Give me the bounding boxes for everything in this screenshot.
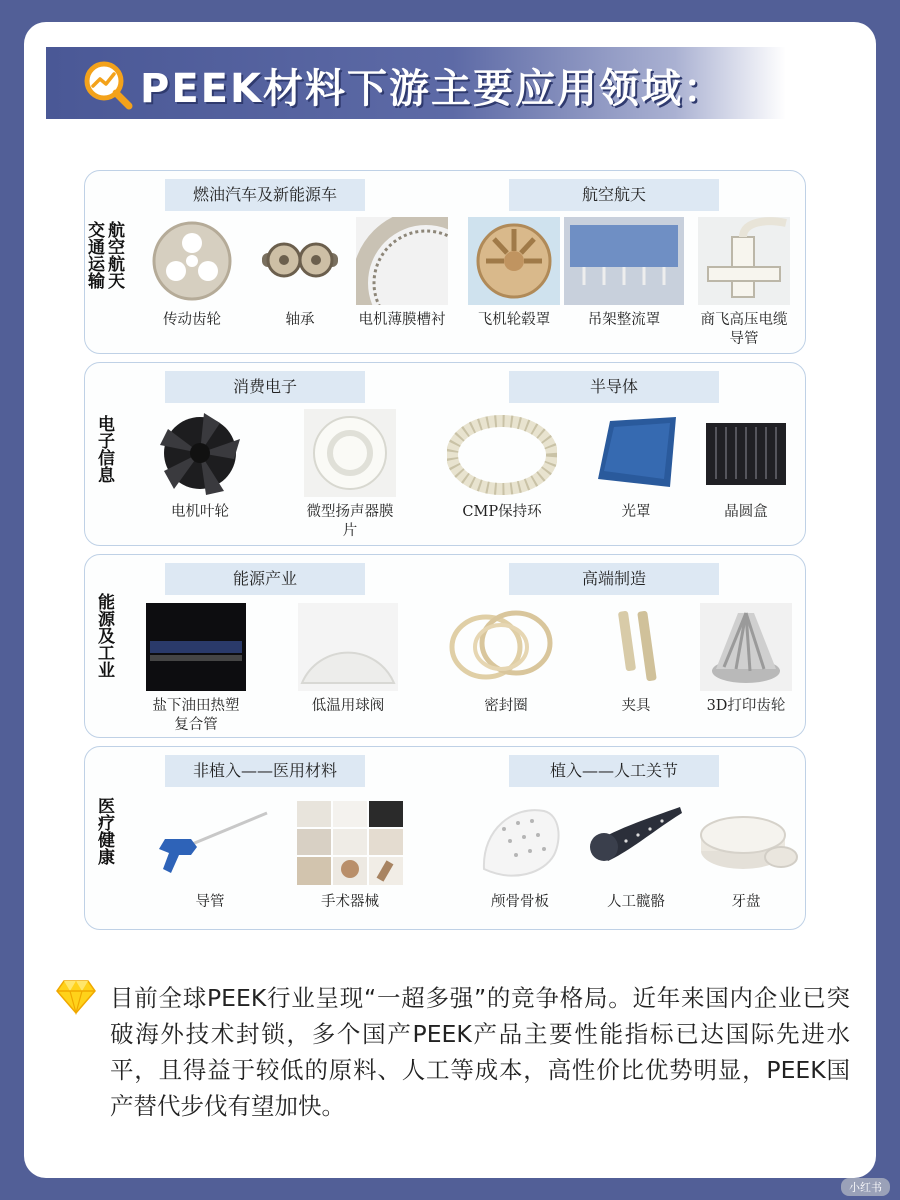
item-caption: 盐下油田热塑复合管 xyxy=(152,698,240,733)
ring-liner-icon xyxy=(356,217,448,305)
item-3d-gear xyxy=(691,603,801,716)
composite-pipe-icon xyxy=(150,603,242,691)
label-col-2: 航空航天 xyxy=(104,221,124,289)
section-electronics xyxy=(84,362,806,546)
section-medical xyxy=(84,746,806,930)
item-caption: 电机叶轮 xyxy=(171,504,229,520)
item-seal-ring xyxy=(451,603,561,716)
category-right: 植入——人工关节 xyxy=(509,755,719,787)
3d-gear-icon xyxy=(700,603,792,691)
label-col-1: 交通运输 xyxy=(84,221,104,289)
summary-text: 目前全球PEEK行业呈现“一超多强”的竞争格局。近年来国内企业已突破海外技术封锁，多个国产PEEK产品主要性能指标已达国际先进水平，且得益于较低的原料、人工等成本，高性价比优势明显，PEEK国产替代步伐有望加快。 xyxy=(110,984,850,1120)
clamp-icon xyxy=(590,603,682,691)
hub-cover-icon xyxy=(468,217,560,305)
item-caption: 3D打印齿轮 xyxy=(706,698,786,714)
item-caption: 导管 xyxy=(195,894,225,910)
item-caption: 手术器械 xyxy=(321,894,379,910)
item-diaphragm xyxy=(295,409,405,541)
category-right: 高端制造 xyxy=(509,563,719,595)
wafer-box-icon xyxy=(700,409,792,497)
category-right: 半导体 xyxy=(509,371,719,403)
item-pipe xyxy=(689,217,799,349)
item-fairing xyxy=(569,217,679,330)
label-col-1: 电子信息 xyxy=(94,415,114,483)
item-caption: 牙盘 xyxy=(731,894,761,910)
item-retaining-ring xyxy=(447,409,557,522)
item-caption: 密封圈 xyxy=(484,698,528,714)
seal-ring-icon xyxy=(460,603,552,691)
item-hub-cover xyxy=(459,217,569,330)
hip-joint-icon xyxy=(590,799,682,887)
item-caption: 颅骨骨板 xyxy=(491,894,549,910)
item-wafer-box xyxy=(691,409,801,522)
item-caption: 低温用球阀 xyxy=(311,698,385,714)
diamond-icon xyxy=(56,979,96,1015)
item-caption: 微型扬声器膜片 xyxy=(306,504,394,539)
application-figure xyxy=(74,160,834,950)
item-caption: 轴承 xyxy=(285,312,315,328)
surgical-tools-icon xyxy=(304,799,396,887)
item-dental-disc xyxy=(691,799,801,912)
diaphragm-icon xyxy=(304,409,396,497)
gear-icon xyxy=(146,217,238,305)
category-left: 消费电子 xyxy=(165,371,365,403)
section-energy xyxy=(84,554,806,738)
item-bearing xyxy=(245,217,355,330)
item-photomask xyxy=(581,409,691,522)
impeller-icon xyxy=(154,409,246,497)
pipe-icon xyxy=(698,217,790,305)
content-card xyxy=(24,22,876,1178)
dental-disc-icon xyxy=(700,799,792,887)
label-col-1: 医疗健康 xyxy=(94,797,114,865)
item-clamp xyxy=(581,603,691,716)
item-gear xyxy=(137,217,247,330)
fairing-icon xyxy=(578,217,670,305)
category-left: 燃油汽车及新能源车 xyxy=(165,179,365,211)
item-caption: 光罩 xyxy=(621,504,651,520)
retaining-ring-icon xyxy=(456,409,548,497)
item-catheter xyxy=(155,799,265,912)
label-col-1: 能源及工业 xyxy=(94,593,114,678)
skull-plate-icon xyxy=(474,799,566,887)
bearing-icon xyxy=(254,217,346,305)
catheter-icon xyxy=(164,799,256,887)
category-right: 航空航天 xyxy=(509,179,719,211)
category-left: 能源产业 xyxy=(165,563,365,595)
photomask-icon xyxy=(590,409,682,497)
item-caption: CMP保持环 xyxy=(462,504,542,520)
summary-note xyxy=(110,980,850,1124)
category-left: 非植入——医用材料 xyxy=(165,755,365,787)
item-caption: 传动齿轮 xyxy=(163,312,221,328)
title-banner xyxy=(46,47,786,119)
item-caption: 人工髋骼 xyxy=(607,894,665,910)
item-hip-joint xyxy=(581,799,691,912)
ball-valve-icon xyxy=(302,603,394,691)
section-transport xyxy=(84,170,806,354)
item-caption: 电机薄膜槽衬 xyxy=(358,312,446,328)
item-caption: 晶圆盒 xyxy=(724,504,768,520)
item-ring-liner xyxy=(347,217,457,330)
magnifier-chart-icon xyxy=(82,59,134,111)
item-caption: 吊架整流罩 xyxy=(587,312,661,328)
page-title: PEEK材料下游主要应用领域： xyxy=(140,66,725,112)
item-caption: 飞机轮毂罩 xyxy=(477,312,551,328)
section-label-energy xyxy=(95,593,115,678)
section-label-transport xyxy=(85,221,125,289)
item-caption: 商飞高压电缆导管 xyxy=(700,312,788,347)
item-impeller xyxy=(145,409,255,522)
item-composite-pipe xyxy=(141,603,251,735)
watermark-logo: 小红书 xyxy=(841,1178,890,1196)
item-caption: 夹具 xyxy=(621,698,651,714)
item-surgical-tools xyxy=(295,799,405,912)
section-label-electronics xyxy=(95,415,115,483)
item-ball-valve xyxy=(293,603,403,716)
section-label-medical xyxy=(95,797,115,865)
item-skull-plate xyxy=(465,799,575,912)
